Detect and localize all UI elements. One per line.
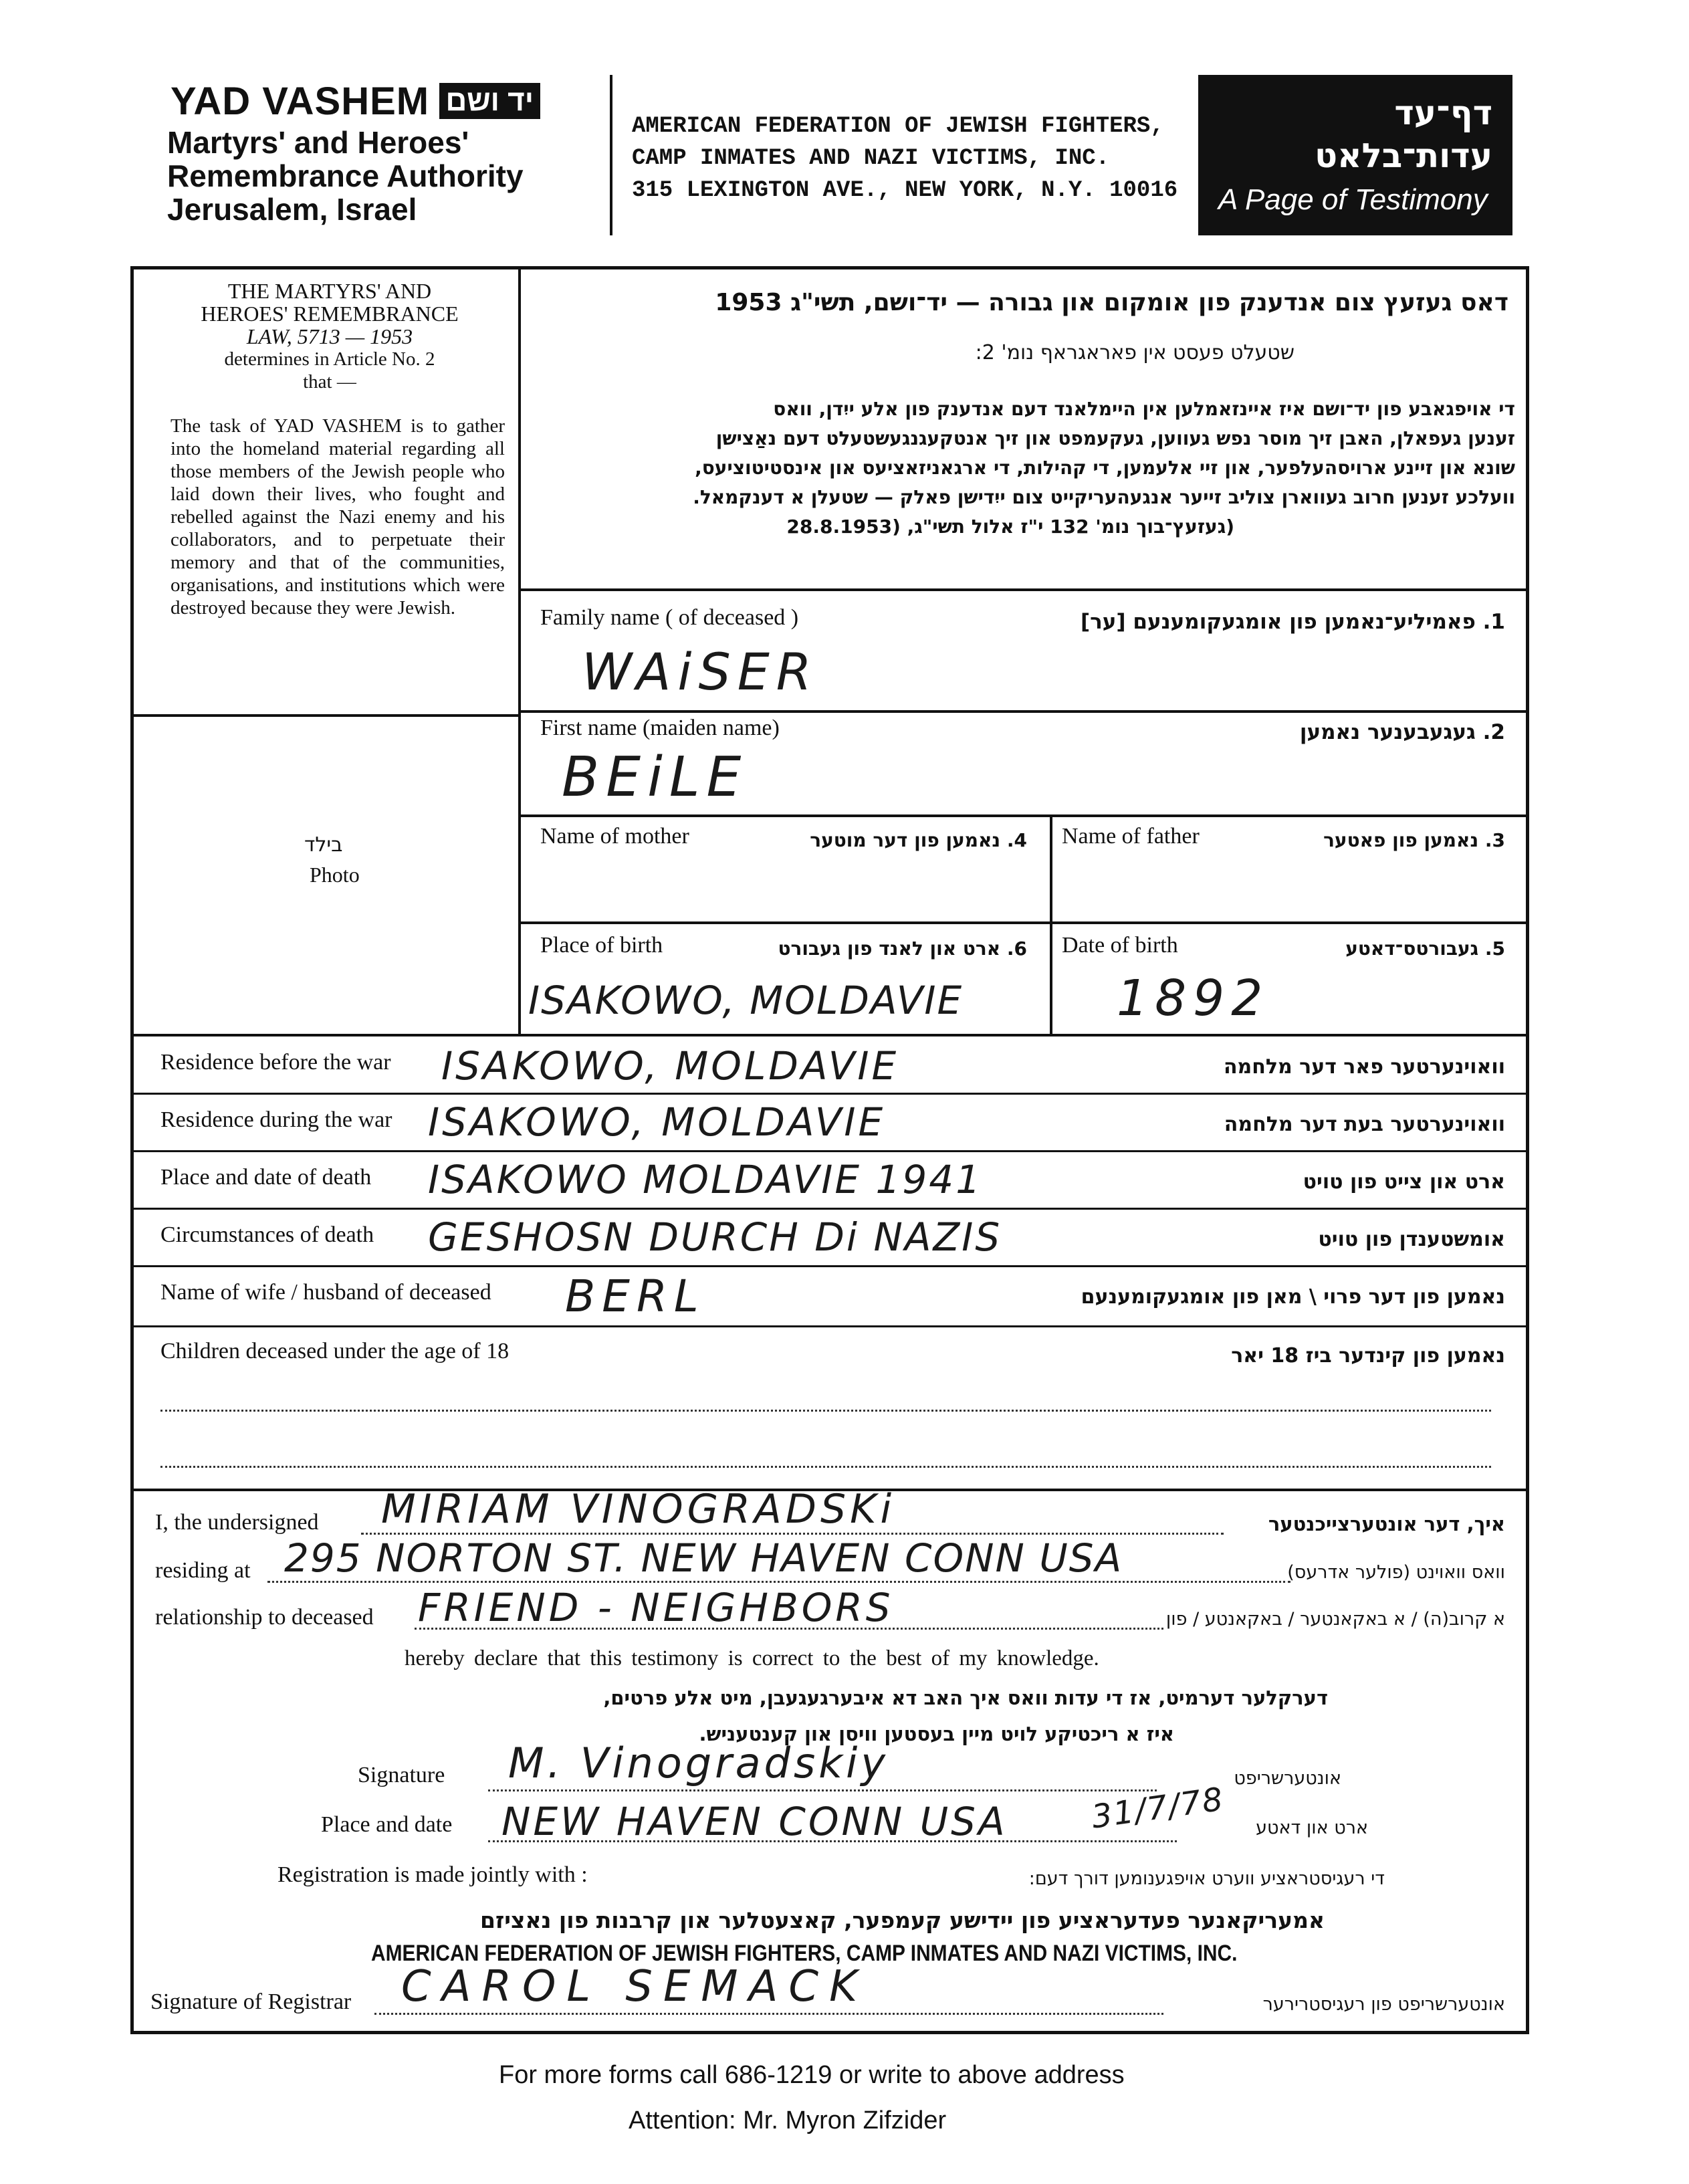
declaration-hebrew-2: איז א ריכטיקע לויט מיין בעסטען וויסן און קענטעניש. [699, 1723, 1174, 1745]
residence-during-value[interactable]: ISAKOWO, MOLDAVIE [428, 1099, 886, 1145]
undersigned-hebrew: איך, דער אונטערצייכנטער [1268, 1513, 1505, 1535]
law-hebrew-line: די אויפגאבע פון יד־ושם איז איינזאמלען אין היימלאנד דעם אנדענק פון אלע ייִדן, וואס [773, 398, 1515, 420]
left-column-divider [518, 266, 521, 1035]
signature-label: Signature [358, 1763, 445, 1787]
residence-during-label: Residence during the war [160, 1107, 392, 1132]
registrar-label: Signature of Registrar [150, 1989, 352, 2014]
birthplace-value[interactable]: ISAKOWO, MOLDAVIE [528, 978, 964, 1023]
law-hebrew-line: וועלכע זענען חרוב געווארן צוליב זייער אנגעהעריקייט צום ייִדישן פאלק — שטעלן א דענקמאל. [693, 486, 1515, 508]
relationship-value[interactable]: FRIEND - NEIGHBORS [418, 1585, 894, 1630]
death-place-value[interactable]: ISAKOWO MOLDAVIE 1941 [428, 1157, 983, 1202]
father-name-hebrew: 3. נאמען פון פאטער [1323, 829, 1505, 851]
children-label: Children deceased under the age of 18 [160, 1339, 510, 1363]
residence-before-hebrew: וואוינערטער פאר דער מלחמה [1223, 1055, 1505, 1079]
death-circumstances-hebrew: אומשטענדן פון טויט [1318, 1228, 1505, 1251]
children-dotted-line [160, 1410, 1491, 1412]
law-hebrew-title: דאס געזעץ צום אנדענק פון אומקום און גבורה — יד־ושם, תשי"ג 1953 [715, 289, 1508, 316]
declaration-text: hereby declare that this testimony is correct to the best of my knowledge. [405, 1646, 1099, 1670]
box-english: A Page of Testimony [1218, 183, 1488, 216]
page-of-testimony-box [1198, 75, 1512, 235]
place-date-label: Place and date [321, 1812, 453, 1837]
org-sub-line: Remembrance Authority [167, 158, 524, 193]
law-title: THE MARTYRS' AND [227, 279, 432, 303]
death-circumstances-label: Circumstances of death [160, 1222, 374, 1247]
law-hebrew-body [693, 395, 1515, 542]
residence-during-hebrew: וואוינערטער בעת דער מלחמה [1224, 1113, 1505, 1136]
place-date-line [488, 1840, 1177, 1842]
law-title: that — [303, 371, 356, 393]
birthplace-hebrew: 6. ארט און לאנד פון געבורט [778, 938, 1027, 960]
federation-hebrew: אמעריקאנער פעדעראציע פון יידישע קעמפער, קאצעטלער און קרבנות פון נאציזם [480, 1907, 1325, 1933]
yad-vashem-logo [171, 79, 540, 124]
mother-name-label: Name of mother [540, 824, 689, 849]
birthdate-hebrew: 5. געבורטס־דאטע [1345, 938, 1505, 960]
org-name: YAD VASHEM [171, 80, 430, 123]
signature-value[interactable]: M. Vinogradskiy [508, 1739, 889, 1787]
fed-line: 315 LEXINGTON AVE., NEW YORK, N.Y. 10016 [632, 178, 1178, 203]
federation-name: AMERICAN FEDERATION OF JEWISH FIGHTERS, CAMP INMATES AND NAZI VICTIMS, INC. [371, 1941, 1238, 1966]
residing-line [267, 1581, 1290, 1583]
death-place-hebrew: ארט און צייט פון טויט [1303, 1170, 1505, 1194]
first-name-hebrew: 2. געגעבענער נאמען [1299, 720, 1505, 744]
undersigned-line [361, 1533, 1224, 1535]
field-divider [518, 814, 1529, 817]
residing-value[interactable]: 295 NORTON ST. NEW HAVEN CONN USA [284, 1535, 1123, 1581]
family-name-value[interactable]: WAiSER [582, 642, 818, 701]
footer-line-1: For more forms call 686-1219 or write to above address [499, 2061, 1125, 2089]
registrar-line [374, 2013, 1163, 2015]
law-box-bottom [130, 714, 520, 717]
signature-line [488, 1789, 1157, 1791]
org-sub-line: Jerusalem, Israel [167, 192, 417, 227]
undersigned-value[interactable]: MIRIAM VINOGRADSKi [381, 1486, 896, 1533]
field-divider [518, 710, 1529, 713]
family-name-hebrew: 1. פאמיליע־נאמען פון אומגעקומענעם [ער] [1080, 610, 1505, 634]
law-hebrew-line: (געזעץ־בוך נומ' 132 י"ז אלול תשי"ג, (28.8.1953 [786, 516, 1234, 538]
residence-before-label: Residence before the war [160, 1050, 391, 1075]
law-title: HEROES' REMEMBRANCE [201, 302, 459, 326]
registrar-hebrew: אונטערשריפט פון רעגיסטרירער [1262, 1994, 1505, 2015]
registration-hebrew: די רעגיסטראציע ווערט אויפגענומען דורך דעם: [1028, 1868, 1385, 1889]
header-divider [610, 75, 612, 235]
birthdate-label: Date of birth [1062, 933, 1178, 958]
signature-hebrew: אונטערשריפט [1234, 1768, 1341, 1789]
photo-label-hebrew: בילד [304, 833, 343, 857]
law-english [152, 280, 507, 393]
row-divider [130, 1150, 1529, 1152]
family-name-label: Family name ( of deceased ) [540, 605, 799, 630]
fed-line: AMERICAN FEDERATION OF JEWISH FIGHTERS, [632, 114, 1164, 139]
death-place-label: Place and date of death [160, 1165, 372, 1190]
birthplace-label: Place of birth [540, 933, 663, 958]
residing-hebrew: וואס וואוינט (פולער אדרעס) [1287, 1562, 1505, 1583]
photo-label: Photo [310, 863, 360, 887]
box-hebrew-1: דף־עד [1394, 94, 1492, 132]
law-hebrew-line: זענען געפאלן, האבן זיך מוסר נפש געווען, געקעמפט און זיך אנטקעגנגעשטעלט דעם נאַצישן [715, 427, 1515, 449]
law-hebrew-sub: שטעלט פעסט אין פאראגראף נומ' 2: [975, 341, 1294, 364]
first-name-value[interactable]: BEiLE [562, 746, 748, 809]
registrar-signature[interactable]: CAROL SEMACK [401, 1962, 869, 2011]
residing-label: residing at [155, 1558, 251, 1583]
law-body: The task of YAD VASHEM is to gather into the homeland material regarding all those members of the Jewish people who laid down their lives, who fought and rebelled against the Nazi enemy and his collaborators, and to perpetuate their memory and that of the communities, organisations, and institutions which were destroyed because they were Jewish. [171, 415, 505, 619]
footer-line-2: Attention: Mr. Myron Zifzider [629, 2106, 947, 2135]
birthdate-value[interactable]: 1892 [1117, 970, 1270, 1027]
org-subtitle [167, 126, 524, 226]
law-title: LAW, 5713 — 1953 [246, 324, 413, 348]
relationship-line [415, 1628, 1163, 1630]
row-divider [130, 1093, 1529, 1095]
row-divider [130, 1325, 1529, 1327]
relationship-label: relationship to deceased [155, 1605, 374, 1630]
relationship-hebrew: א קרוב(ה) / א באקאנטער / באקאנטע / פון [1165, 1609, 1505, 1630]
law-title: determines in Article No. 2 [224, 348, 435, 370]
box-hebrew-2: עדות־בלאט [1315, 136, 1492, 175]
org-hebrew-badge: יד ושם [439, 83, 541, 119]
first-name-label: First name (maiden name) [540, 716, 780, 740]
place-date-hebrew: ארט און דאטע [1256, 1818, 1368, 1838]
children-dotted-line [160, 1466, 1491, 1468]
mother-name-hebrew: 4. נאמען פון דער מוטער [810, 829, 1027, 851]
undersigned-label: I, the undersigned [155, 1510, 319, 1535]
org-sub-line: Martyrs' and Heroes' [167, 125, 469, 160]
declaration-hebrew-1: דערקלער דערמיט, אז די עדות וואס איך האב דא איבערגעגעבן, מיט אלע פרטים, [603, 1686, 1328, 1709]
split-divider [1050, 814, 1052, 1035]
row-divider [130, 1265, 1529, 1267]
law-hebrew-line: שונא און זיינע ארויסהעלפער, און זיי אלעמען, די קהילות, די ארגאניזאציעס און אינסטיטוציעס, [695, 457, 1515, 479]
death-circumstances-value[interactable]: GESHOSN DURCH Di NAZIS [428, 1214, 1002, 1260]
spouse-value[interactable]: BERL [565, 1271, 705, 1322]
federation-address [632, 110, 1177, 207]
residence-before-value[interactable]: ISAKOWO, MOLDAVIE [441, 1043, 899, 1089]
date-value[interactable]: 31/7/78 [1089, 1780, 1226, 1836]
law-divider [518, 588, 1529, 591]
spouse-label: Name of wife / husband of deceased [160, 1280, 491, 1305]
row-divider [130, 1208, 1529, 1210]
children-hebrew: נאמען פון קינדער ביז 18 יאר [1231, 1344, 1505, 1368]
registration-label: Registration is made jointly with : [277, 1862, 588, 1887]
section-divider [130, 1034, 1529, 1036]
spouse-hebrew: נאמען פון דער פרוי \ מאן פון אומגעקומענעם [1081, 1285, 1505, 1309]
field-divider [518, 921, 1529, 924]
fed-line: CAMP INMATES AND NAZI VICTIMS, INC. [632, 146, 1110, 171]
father-name-label: Name of father [1062, 824, 1200, 849]
place-date-value[interactable]: NEW HAVEN CONN USA [501, 1799, 1008, 1844]
